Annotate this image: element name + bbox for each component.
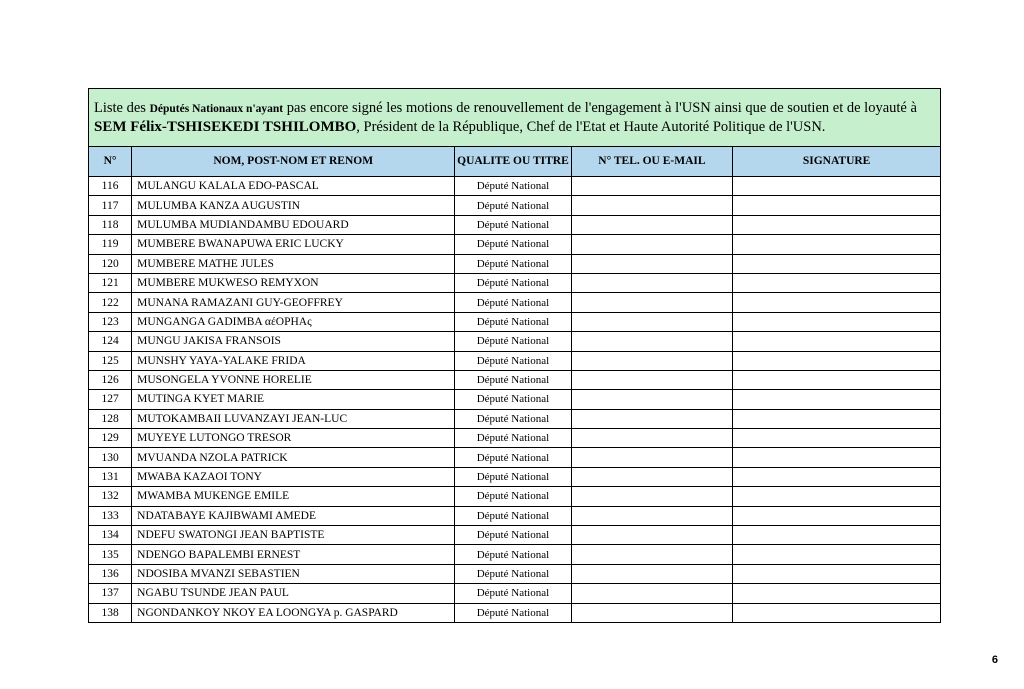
row-num: 134 <box>89 526 132 545</box>
row-name: MUMBERE BWANAPUWA ERIC LUCKY <box>132 235 455 254</box>
row-signature-cell <box>733 409 941 428</box>
row-signature-cell <box>733 177 941 196</box>
header-row <box>89 147 941 177</box>
header-name: NOM, POST-NOM ET RENOM <box>132 147 455 177</box>
table-row <box>89 409 941 428</box>
row-signature-cell <box>733 467 941 486</box>
row-qualite: Député National <box>455 235 571 254</box>
table-row <box>89 351 941 370</box>
row-tel-cell <box>571 584 733 603</box>
table-row <box>89 370 941 389</box>
table-row <box>89 564 941 583</box>
row-signature-cell <box>733 545 941 564</box>
row-signature-cell <box>733 196 941 215</box>
row-name: MULUMBA KANZA AUGUSTIN <box>132 196 455 215</box>
row-name: NDEFU SWATONGI JEAN BAPTISTE <box>132 526 455 545</box>
table-row <box>89 177 941 196</box>
row-signature-cell <box>733 506 941 525</box>
table-row <box>89 312 941 331</box>
title-text-5: , <box>356 119 364 135</box>
row-tel-cell <box>571 351 733 370</box>
row-tel-cell <box>571 448 733 467</box>
row-num: 122 <box>89 293 132 312</box>
row-tel-cell <box>571 235 733 254</box>
row-tel-cell <box>571 429 733 448</box>
row-num: 128 <box>89 409 132 428</box>
row-num: 133 <box>89 506 132 525</box>
table-row <box>89 235 941 254</box>
row-qualite: Député National <box>455 429 571 448</box>
row-qualite: Député National <box>455 545 571 564</box>
row-name: MWABA KAZAOI TONY <box>132 467 455 486</box>
row-name: MULANGU KALALA EDO-PASCAL <box>132 177 455 196</box>
row-tel-cell <box>571 332 733 351</box>
row-num: 124 <box>89 332 132 351</box>
row-qualite: Député National <box>455 448 571 467</box>
row-signature-cell <box>733 351 941 370</box>
row-qualite: Député National <box>455 506 571 525</box>
row-name: MWAMBA MUKENGE EMILE <box>132 487 455 506</box>
title-text-3: pas encore signé les motions de renouvellement de l'engagement à l'USN ainsi que de soutien et de loyauté à <box>283 100 917 116</box>
title-text-6: Président de la République, Chef de l'Etat et Haute Autorité Politique de l'USN. <box>363 119 826 135</box>
row-tel-cell <box>571 409 733 428</box>
row-num: 121 <box>89 273 132 292</box>
row-num: 131 <box>89 467 132 486</box>
row-name: MUNGANGA GADIMBA αέΟΡΗΑς <box>132 312 455 331</box>
row-signature-cell <box>733 293 941 312</box>
row-name: MUYEYE LUTONGO TRESOR <box>132 429 455 448</box>
header-signature: SIGNATURE <box>733 147 941 177</box>
row-tel-cell <box>571 564 733 583</box>
row-signature-cell <box>733 370 941 389</box>
row-num: 117 <box>89 196 132 215</box>
row-qualite: Député National <box>455 390 571 409</box>
row-num: 120 <box>89 254 132 273</box>
row-signature-cell <box>733 448 941 467</box>
table-row <box>89 429 941 448</box>
row-tel-cell <box>571 506 733 525</box>
row-num: 127 <box>89 390 132 409</box>
row-name: MUMBERE MUKWESO REMYXON <box>132 273 455 292</box>
row-name: NGABU TSUNDE JEAN PAUL <box>132 584 455 603</box>
row-tel-cell <box>571 467 733 486</box>
row-name: MUTOKAMBAII LUVANZAYI JEAN-LUC <box>132 409 455 428</box>
row-num: 116 <box>89 177 132 196</box>
row-num: 137 <box>89 584 132 603</box>
row-signature-cell <box>733 273 941 292</box>
row-tel-cell <box>571 487 733 506</box>
table-row <box>89 467 941 486</box>
row-signature-cell <box>733 390 941 409</box>
table-row <box>89 487 941 506</box>
row-num: 136 <box>89 564 132 583</box>
row-name: MUNSHY YAYA-YALAKE FRIDA <box>132 351 455 370</box>
row-num: 138 <box>89 603 132 622</box>
row-signature-cell <box>733 564 941 583</box>
row-name: MULUMBA MUDIANDAMBU EDOUARD <box>132 215 455 234</box>
table-row <box>89 390 941 409</box>
row-name: MUSONGELA YVONNE HORELIE <box>132 370 455 389</box>
row-name: NGONDANKOY NKOY EA LOONGYA p. GASPARD <box>132 603 455 622</box>
table-row <box>89 584 941 603</box>
row-signature-cell <box>733 487 941 506</box>
row-tel-cell <box>571 273 733 292</box>
title-text-1: Liste des <box>94 100 150 116</box>
table-row <box>89 293 941 312</box>
row-num: 119 <box>89 235 132 254</box>
table-row <box>89 273 941 292</box>
header-qualite: QUALITE OU TITRE <box>455 147 571 177</box>
row-qualite: Député National <box>455 215 571 234</box>
title-row <box>89 89 941 147</box>
header-num: N° <box>89 147 132 177</box>
document-title <box>89 89 941 147</box>
row-qualite: Député National <box>455 409 571 428</box>
row-qualite: Député National <box>455 564 571 583</box>
row-tel-cell <box>571 603 733 622</box>
row-name: MUTINGA KYET MARIE <box>132 390 455 409</box>
row-qualite: Député National <box>455 177 571 196</box>
row-qualite: Député National <box>455 332 571 351</box>
row-name: MUNGU JAKISA FRANSOIS <box>132 332 455 351</box>
title-text-4: SEM Félix-TSHISEKEDI TSHILOMBO <box>94 119 357 135</box>
row-name: MUNANA RAMAZANI GUY-GEOFFREY <box>132 293 455 312</box>
row-name: NDENGO BAPALEMBI ERNEST <box>132 545 455 564</box>
row-name: MVUANDA NZOLA PATRICK <box>132 448 455 467</box>
row-qualite: Député National <box>455 196 571 215</box>
row-tel-cell <box>571 196 733 215</box>
row-num: 132 <box>89 487 132 506</box>
header-tel: N° TEL. OU E-MAIL <box>571 147 733 177</box>
table-row <box>89 254 941 273</box>
row-signature-cell <box>733 215 941 234</box>
row-name: NDOSIBA MVANZI SEBASTIEN <box>132 564 455 583</box>
row-tel-cell <box>571 526 733 545</box>
title-text-2: Députés Nationaux n'ayant <box>149 103 284 115</box>
row-signature-cell <box>733 526 941 545</box>
row-qualite: Député National <box>455 254 571 273</box>
row-qualite: Député National <box>455 312 571 331</box>
row-qualite: Député National <box>455 603 571 622</box>
row-qualite: Député National <box>455 370 571 389</box>
row-signature-cell <box>733 235 941 254</box>
row-tel-cell <box>571 254 733 273</box>
table-row <box>89 196 941 215</box>
row-num: 118 <box>89 215 132 234</box>
row-signature-cell <box>733 429 941 448</box>
row-signature-cell <box>733 312 941 331</box>
row-name: NDATABAYE KAJIBWAMI AMEDE <box>132 506 455 525</box>
row-signature-cell <box>733 584 941 603</box>
table-row <box>89 545 941 564</box>
row-num: 126 <box>89 370 132 389</box>
row-tel-cell <box>571 177 733 196</box>
row-tel-cell <box>571 312 733 331</box>
row-qualite: Député National <box>455 584 571 603</box>
row-signature-cell <box>733 254 941 273</box>
row-tel-cell <box>571 293 733 312</box>
row-num: 125 <box>89 351 132 370</box>
row-name: MUMBERE MATHE JULES <box>132 254 455 273</box>
row-qualite: Député National <box>455 293 571 312</box>
row-signature-cell <box>733 603 941 622</box>
row-tel-cell <box>571 545 733 564</box>
row-tel-cell <box>571 370 733 389</box>
row-qualite: Député National <box>455 526 571 545</box>
table-row <box>89 603 941 622</box>
row-num: 130 <box>89 448 132 467</box>
page-number: 6 <box>991 654 998 666</box>
row-qualite: Député National <box>455 467 571 486</box>
deputies-table <box>88 88 941 623</box>
row-tel-cell <box>571 390 733 409</box>
table-row <box>89 506 941 525</box>
row-num: 135 <box>89 545 132 564</box>
row-qualite: Député National <box>455 487 571 506</box>
table-row <box>89 215 941 234</box>
row-qualite: Député National <box>455 351 571 370</box>
row-tel-cell <box>571 215 733 234</box>
row-num: 129 <box>89 429 132 448</box>
row-num: 123 <box>89 312 132 331</box>
row-qualite: Député National <box>455 273 571 292</box>
row-signature-cell <box>733 332 941 351</box>
table-row <box>89 332 941 351</box>
table-row <box>89 526 941 545</box>
table-row <box>89 448 941 467</box>
